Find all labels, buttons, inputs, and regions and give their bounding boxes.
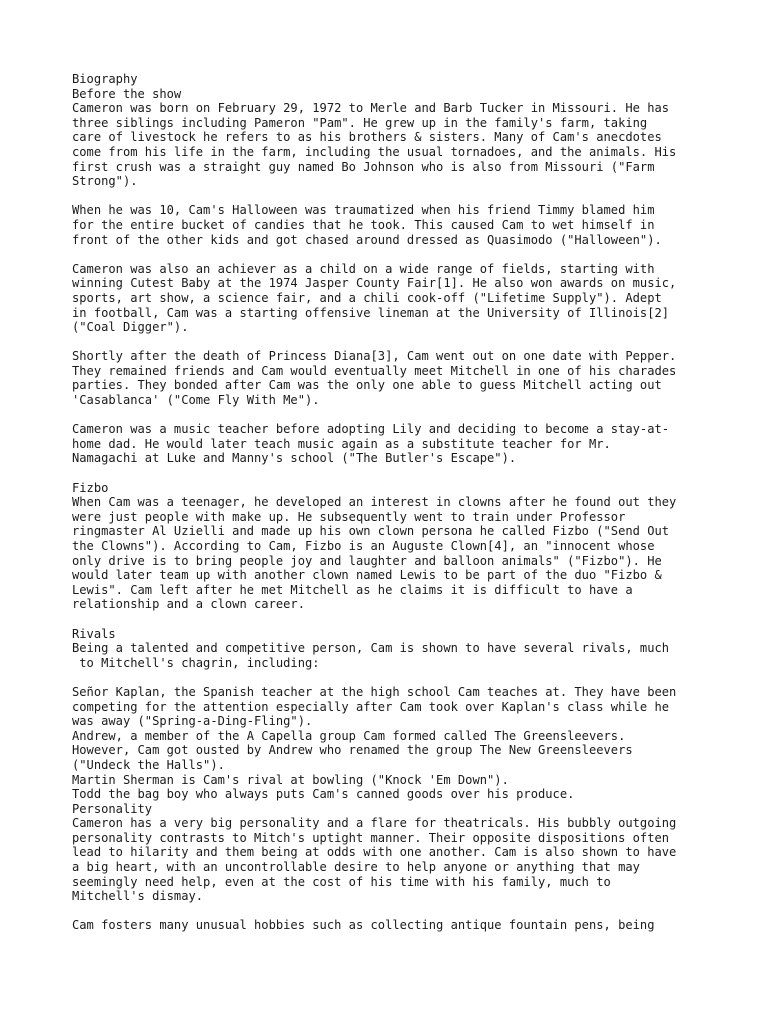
text-line: only drive is to bring people joy and laughter and balloon animals" ("Fizbo"). He	[72, 553, 662, 568]
text-line: for the entire bucket of candies that he took. This caused Cam to wet himself in	[72, 217, 655, 232]
text-line: the Clowns"). According to Cam, Fizbo is an Auguste Clown[4], an "innocent whose	[72, 539, 655, 553]
text-line: home dad. He would later teach music again as a substitute teacher for Mr.	[72, 436, 611, 451]
text-line: Fizbo	[72, 480, 109, 495]
text-line: Mitchell's dismay.	[72, 889, 204, 904]
text-line: Cameron was born on February 29, 1972 to Merle and Barb Tucker in Missouri. He has	[72, 101, 670, 116]
text-line: front of the other kids and got chased around dressed as Quasimodo ("Halloween").	[72, 232, 662, 247]
text-line: personality contrasts to Mitch's uptight manner. Their opposite dispositions often	[72, 830, 670, 845]
text-line: in football, Cam was a starting offensive lineman at the University of Illinois[2]	[72, 305, 670, 320]
text-line: first crush was a straight guy named Bo Johnson who is also from Missouri ("Farm	[72, 159, 655, 174]
paragraph-gap	[72, 904, 712, 919]
text-line: Todd the bag boy who always puts Cam's canned goods over his produce.	[72, 787, 575, 802]
text-line: to Mitchell's chagrin, including:	[72, 655, 320, 670]
text-line: Cameron has a very big personality and a flare for theatricals. His bubbly outgoing	[72, 816, 677, 831]
text-line: Before the show	[72, 86, 182, 101]
text-line: Lewis". Cam left after he met Mitchell as he claims it is difficult to have a	[72, 582, 633, 597]
text-line: a big heart, with an uncontrollable desire to help anyone or anything that may	[72, 860, 640, 875]
document-page	[72, 72, 712, 933]
paragraph-gap	[72, 670, 712, 685]
text-line: competing for the attention especially after Cam took over Kaplan's class while he	[72, 699, 670, 714]
text-line: Cameron was a music teacher before adopting Lily and deciding to become a stay-at-	[72, 422, 670, 437]
text-line: However, Cam got ousted by Andrew who renamed the group The New Greensleevers	[72, 743, 633, 758]
text-line: winning Cutest Baby at the 1974 Jasper County Fair[1]. He also won awards on music,	[72, 276, 677, 291]
paragraph-gap	[72, 247, 712, 262]
text-line: ringmaster Al Uzielli and made up his own clown persona he called Fizbo ("Send Out	[72, 524, 670, 539]
text-line: Rivals	[72, 626, 116, 641]
paragraph-gap	[72, 612, 712, 627]
text-line: Biography	[72, 72, 138, 86]
text-line: Martin Sherman is Cam's rival at bowling ("Knock 'Em Down").	[72, 772, 509, 787]
text-line: Namagachi at Luke and Manny's school ("The Butler's Escape").	[72, 451, 517, 466]
paragraph-gap	[72, 189, 712, 204]
text-line: ("Coal Digger").	[72, 320, 189, 335]
text-line: care of livestock he refers to as his brothers & sisters. Many of Cam's anecdotes	[72, 130, 662, 145]
text-line: sports, art show, a science fair, and a chili cook-off ("Lifetime Supply"). Adept	[72, 290, 662, 305]
text-line: seemingly need help, even at the cost of his time with his family, much to	[72, 874, 611, 889]
text-line: three siblings including Pameron "Pam". He grew up in the family's farm, taking	[72, 115, 648, 130]
text-line: Cam fosters many unusual hobbies such as collecting antique fountain pens, being	[72, 918, 655, 933]
text-line: When Cam was a teenager, he developed an interest in clowns after he found out they	[72, 495, 677, 510]
text-line: come from his life in the farm, including the usual tornadoes, and the animals. His	[72, 144, 677, 159]
text-line: Señor Kaplan, the Spanish teacher at the high school Cam teaches at. They have been	[72, 684, 677, 699]
text-line: lead to hilarity and them being at odds with one another. Cam is also shown to have	[72, 845, 677, 860]
text-line: They remained friends and Cam would eventually meet Mitchell in one of his charades	[72, 363, 677, 378]
text-line: would later team up with another clown named Lewis to be part of the duo "Fizbo &	[72, 568, 662, 583]
text-line: relationship and a clown career.	[72, 597, 305, 612]
text-line: Being a talented and competitive person, Cam is shown to have several rivals, much	[72, 641, 670, 656]
text-line: ("Undeck the Halls").	[72, 757, 225, 772]
text-line: Shortly after the death of Princess Diana[3], Cam went out on one date with Pepper.	[72, 349, 677, 364]
text-line: Strong").	[72, 174, 138, 189]
text-line: When he was 10, Cam's Halloween was traumatized when his friend Timmy blamed him	[72, 203, 655, 218]
text-line: was away ("Spring-a-Ding-Fling").	[72, 714, 313, 729]
text-line: 'Casablanca' ("Come Fly With Me").	[72, 393, 320, 408]
paragraph-gap	[72, 408, 712, 423]
text-line: were just people with make up. He subsequently went to train under Professor	[72, 509, 626, 524]
paragraph-gap	[72, 466, 712, 481]
paragraph-gap	[72, 335, 712, 350]
text-line: parties. They bonded after Cam was the only one able to guess Mitchell acting out	[72, 378, 662, 393]
text-line: Cameron was also an achiever as a child on a wide range of fields, starting with	[72, 261, 655, 276]
text-line: Andrew, a member of the A Capella group Cam formed called The Greensleevers.	[72, 728, 626, 743]
text-line: Personality	[72, 801, 153, 816]
